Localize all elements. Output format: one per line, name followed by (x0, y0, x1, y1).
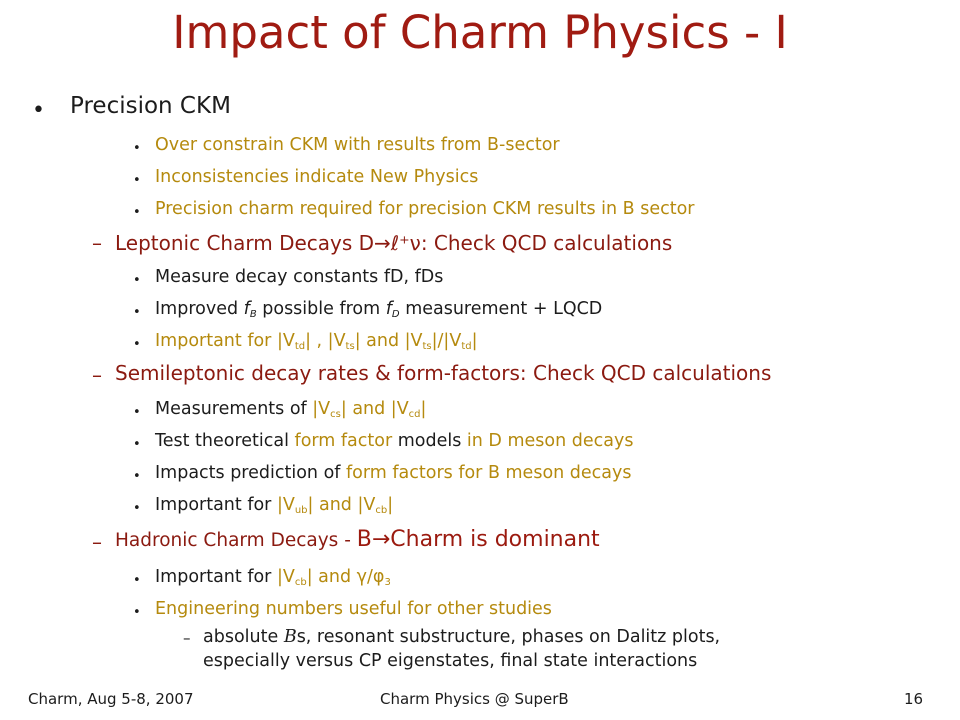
bullet: • (133, 605, 141, 620)
precision-item-3: Precision charm required for precision CKM results in B sector (155, 199, 695, 219)
text: Hadronic Charm Decays - (115, 530, 357, 551)
text: | and (306, 567, 357, 587)
hadronic-subitem-line-2: especially versus CP eigenstates, final state interactions (203, 651, 698, 671)
text: possible from (256, 299, 386, 319)
semileptonic-item-4 (155, 495, 393, 516)
leptonic-item-2 (155, 299, 602, 320)
semileptonic-item-1 (155, 399, 426, 420)
text: absolute (203, 627, 284, 647)
text: |/|V (431, 331, 462, 351)
text: s, resonant substructure, phases on Dalitz plots, (296, 627, 721, 647)
particles-symbol: ℓ⁺ν (390, 231, 421, 255)
leptonic-item-1: Measure decay constants fD, fDs (155, 267, 444, 287)
text: | , |V (305, 331, 346, 351)
leptonic-item-3 (155, 331, 478, 352)
text: cb (294, 577, 307, 588)
bullet: • (133, 173, 141, 188)
bullet: • (133, 305, 141, 320)
text: models (392, 431, 467, 451)
text: Impacts prediction of (155, 463, 346, 483)
hadronic-heading (115, 527, 600, 552)
bullet: • (133, 437, 141, 452)
text: |V (312, 399, 331, 419)
arrow-symbol: → (371, 527, 391, 552)
text: B (356, 527, 372, 552)
text: Important for |V (155, 331, 295, 351)
bullet: • (133, 273, 141, 288)
small-dash: – (183, 629, 191, 647)
text: in D meson decays (466, 431, 634, 451)
text: td (461, 341, 472, 352)
text: form factors for B meson decays (346, 463, 632, 483)
text: |V (276, 495, 295, 515)
bullet: • (133, 337, 141, 352)
precision-ckm-heading: Precision CKM (70, 93, 231, 119)
text: 3 (384, 577, 391, 588)
text: Improved (155, 299, 244, 319)
semileptonic-item-2 (155, 431, 633, 451)
hadronic-subitem-line-1 (203, 627, 720, 647)
text: γ/φ (356, 567, 385, 587)
bullet: • (133, 573, 141, 588)
text: Measurements of (155, 399, 313, 419)
text: cs (330, 409, 341, 420)
text: Charm is dominant (390, 527, 600, 552)
precision-item-2: Inconsistencies indicate New Physics (155, 167, 479, 187)
text: D (391, 309, 400, 320)
text: ts (422, 341, 432, 352)
text: cb (375, 505, 388, 516)
footer-page-number: 16 (904, 690, 924, 708)
bullet: • (133, 405, 141, 420)
dash: – (92, 231, 102, 255)
text: form factor (294, 431, 393, 451)
leptonic-heading (115, 231, 672, 255)
leptonic-heading-pre: Leptonic Charm Decays D (115, 231, 375, 255)
text: | and |V (307, 495, 376, 515)
text: B (283, 627, 297, 647)
precision-item-1: Over constrain CKM with results from B-sector (155, 135, 560, 155)
text: measurement + LQCD (399, 299, 603, 319)
hadronic-item-1 (155, 567, 391, 588)
text: Important for (155, 495, 277, 515)
bullet: • (133, 205, 141, 220)
bullet: • (32, 98, 45, 123)
dash: – (92, 363, 102, 387)
bullet: • (133, 501, 141, 516)
footer-center: Charm Physics @ SuperB (380, 690, 569, 708)
text: | (471, 331, 478, 351)
bullet: • (133, 141, 141, 156)
footer-left: Charm, Aug 5-8, 2007 (28, 690, 194, 708)
text: Test theoretical (155, 431, 295, 451)
text: |V (276, 567, 295, 587)
text: ub (294, 505, 308, 516)
text: td (294, 341, 306, 352)
text: Important for (155, 567, 277, 587)
hadronic-item-2: Engineering numbers useful for other studies (155, 599, 552, 619)
text: | (387, 495, 394, 515)
text: B (249, 309, 257, 320)
semileptonic-item-3 (155, 463, 632, 483)
bullet: • (133, 469, 141, 484)
text: | (420, 399, 427, 419)
text: | and |V (340, 399, 409, 419)
page-title: Impact of Charm Physics - I (172, 6, 788, 59)
leptonic-heading-post: : Check QCD calculations (420, 231, 673, 255)
semileptonic-heading: Semileptonic decay rates & form-factors: Check QCD calculations (115, 361, 772, 385)
text: cd (408, 409, 421, 420)
text: f (243, 299, 250, 319)
text: | and |V (354, 331, 423, 351)
text: ts (345, 341, 355, 352)
text: f (385, 299, 392, 319)
dash: – (92, 530, 102, 554)
arrow-symbol: → (374, 231, 391, 255)
